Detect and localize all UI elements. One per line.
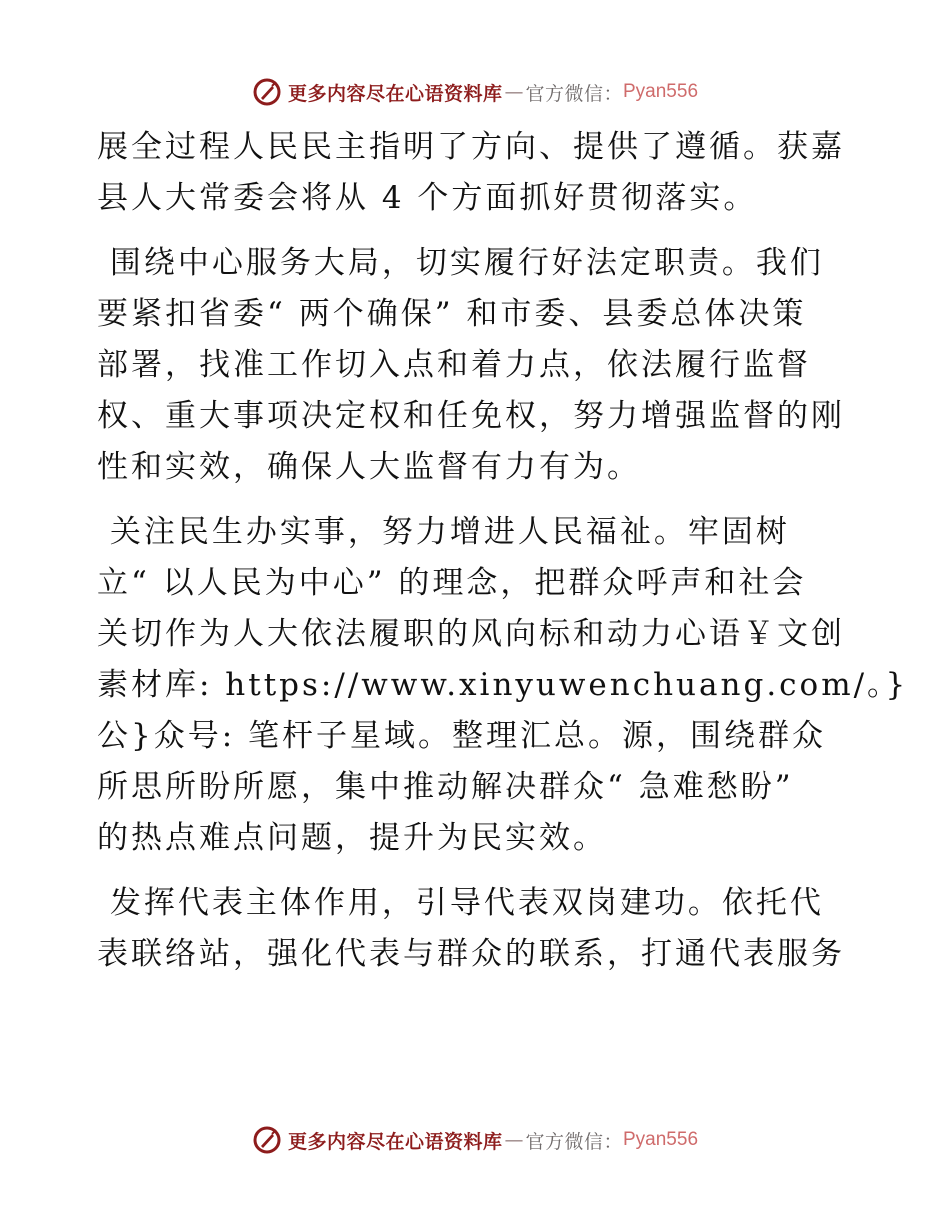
paragraph-2 <box>97 238 857 493</box>
pen-logo-icon <box>252 77 282 107</box>
text-line: 的热点难点问题，提升为民实效。 <box>97 820 607 856</box>
watermark-separator: — <box>504 81 524 103</box>
text-line: 关切作为人大依法履职的风向标和动力心语￥文创 <box>97 616 845 652</box>
text-line: 围绕中心服务大局，切实履行好法定职责。我们 <box>97 245 824 281</box>
text-line: 权、重大事项决定权和任免权，努力增强监督的刚 <box>97 398 845 434</box>
text-line: 县人大常委会将从 4 个方面抓好贯彻落实。 <box>97 180 758 216</box>
text-line: 性和实效，确保人大监督有力有为。 <box>97 449 641 485</box>
document-body <box>97 122 909 994</box>
watermark-separator: — <box>504 1129 524 1151</box>
text-line: 要紧扣省委“ 两个确保” 和市委、县委总体决策 <box>97 296 807 332</box>
watermark-contact-id: Pyan556 <box>623 81 699 102</box>
text-line: 公}众号: 笔杆子星域。整理汇总。源，围绕群众 <box>97 718 827 754</box>
watermark-contact-label: 官方微信： <box>525 82 623 105</box>
text-line: 所思所盼所愿，集中推动解决群众“ 急难愁盼” <box>97 769 794 805</box>
paragraph-1 <box>97 122 857 224</box>
text-line: 关注民生办实事，努力增进人民福祉。牢固树 <box>97 514 790 550</box>
footer-watermark <box>0 1120 950 1160</box>
watermark-main-text: 更多内容尽在心语资料库 <box>287 82 503 105</box>
paragraph-3 <box>97 507 909 864</box>
pen-logo-icon <box>252 1125 282 1155</box>
paragraph-4 <box>97 878 857 980</box>
text-line: 立“ 以人民为中心” 的理念，把群众呼声和社会 <box>97 565 807 601</box>
watermark-contact-id: Pyan556 <box>623 1129 699 1150</box>
text-line: 素材库: https://www.xinyuwenchuang.com/。} <box>97 667 909 703</box>
watermark-main-text: 更多内容尽在心语资料库 <box>287 1130 503 1153</box>
text-line: 发挥代表主体作用，引导代表双岗建功。依托代 <box>97 885 824 921</box>
text-line: 展全过程人民民主指明了方向、提供了遵循。获嘉 <box>97 129 845 165</box>
watermark-contact-label: 官方微信： <box>525 1130 623 1153</box>
header-watermark <box>0 72 950 112</box>
text-line: 表联络站，强化代表与群众的联系，打通代表服务 <box>97 936 845 972</box>
text-line: 部署，找准工作切入点和着力点，依法履行监督 <box>97 347 811 383</box>
